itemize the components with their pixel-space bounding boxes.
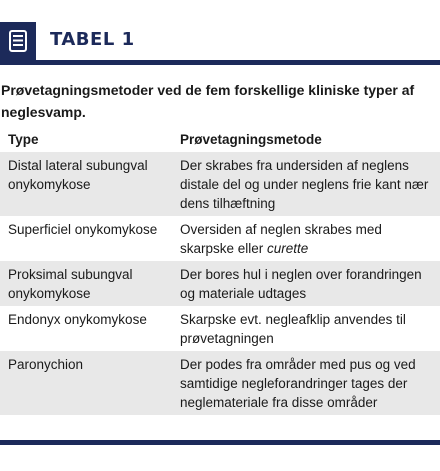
cell-type: Endonyx onykomykose xyxy=(8,312,147,327)
document-list-icon xyxy=(9,30,27,52)
cell-type: Distal lateral subungval onykomykose xyxy=(8,158,148,192)
table-row xyxy=(0,152,440,216)
cell-method: Skarpske evt. negleafklip anvendes til prøvetagningen xyxy=(180,312,406,346)
data-table xyxy=(0,130,440,415)
cell-method-text: Oversiden af neglen skrabes med skarpske eller xyxy=(180,222,382,256)
table-row xyxy=(0,261,440,306)
cell-type: Superficiel onykomykose xyxy=(8,222,158,237)
cell-method: Der podes fra områder med pus og ved samtidige negleforandringer tages der neglemateriale fra disse områder xyxy=(180,357,416,410)
table-row xyxy=(0,216,440,261)
table-header-row xyxy=(0,130,440,152)
cell-method: Der bores hul i neglen over forandringen og materiale udtages xyxy=(180,267,422,301)
table-title: TABEL 1 xyxy=(50,29,135,50)
cell-type: Proksimal subungval onykomykose xyxy=(8,267,133,301)
footer-divider xyxy=(0,440,440,445)
cell-type: Paronychion xyxy=(8,357,84,372)
table-icon-box xyxy=(0,22,36,60)
column-header-type: Type xyxy=(8,132,39,147)
cell-method xyxy=(172,220,440,258)
table-header xyxy=(0,0,440,66)
cell-method-italic: curette xyxy=(267,241,309,256)
column-header-method: Prøvetagningsmetode xyxy=(180,132,322,147)
table-caption: Prøvetagningsmetoder ved de fem forskellige kliniske typer af neglesvamp. xyxy=(1,82,415,120)
cell-method: Der skrabes fra undersiden af neglens distale del og under neglens frie kant nær dens tilhæftning xyxy=(180,158,429,211)
header-divider xyxy=(0,60,440,65)
table-row xyxy=(0,306,440,351)
table-row xyxy=(0,351,440,415)
